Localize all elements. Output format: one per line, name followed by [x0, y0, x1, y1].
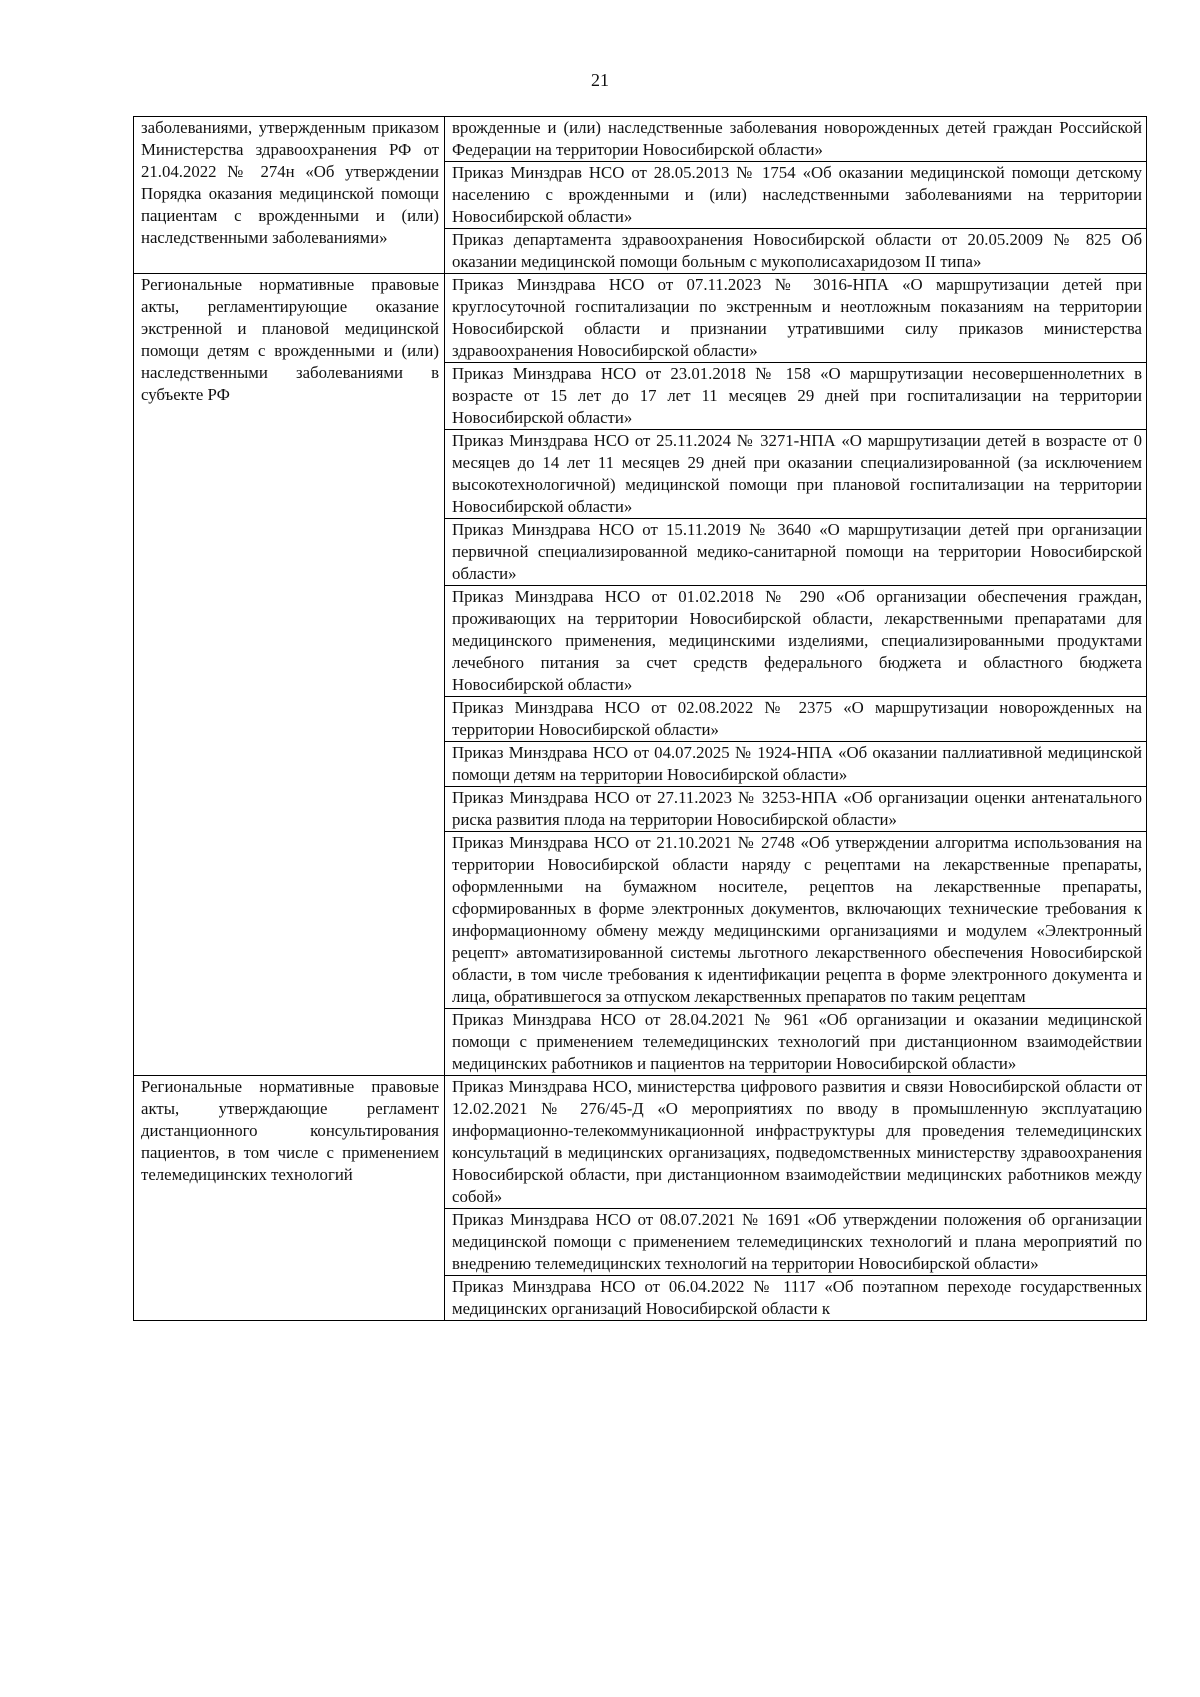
table-row — [134, 117, 1147, 162]
table-cell-category — [134, 1076, 445, 1321]
table-cell-document: Приказ Минздрава НСО от 25.11.2024 № 3271-НПА «О маршрутизации детей в возрасте от 0 месяцев до 14 лет 11 месяцев 29 дней при оказании специализированной (за исключением высокотехнологичной) медицинской помощи при плановой госпитализации на территории Новосибирской области» — [445, 430, 1147, 519]
table-cell-document: Приказ Минздрава НСО от 01.02.2018 № 290 «Об организации обеспечения граждан, проживающих на территории Новосибирской области, лекарственными препаратами для медицинского применения, медицинскими изделиями, специализированными продуктами лечебного питания за счет средств федерального бюджета и областного бюджета Новосибирской области» — [445, 586, 1147, 697]
category-text: Региональные нормативные правовые акты, регламентирующие оказание экстренной и плановой медицинской помощи детям с врожденными и (или) наследственными заболеваниями в субъекте РФ — [141, 275, 439, 404]
table-cell-document: Приказ Минздрава НСО от 15.11.2019 № 3640 «О маршрутизации детей при организации первичной специализированной медико-санитарной помощи на территории Новосибирской области» — [445, 519, 1147, 586]
table-cell-document: Приказ департамента здравоохранения Новосибирской области от 20.05.2009 № 825 Об оказании медицинской помощи больным с мукополисахаридозом II типа» — [445, 229, 1147, 274]
document-table — [133, 116, 1147, 1321]
table-cell-document: Приказ Минздрав НСО от 28.05.2013 № 1754 «Об оказании медицинской помощи детскому населению с врожденными и (или) наследственными заболеваниями на территории Новосибирской области» — [445, 162, 1147, 229]
table-cell-document: Приказ Минздрава НСО от 02.08.2022 № 2375 «О маршрутизации новорожденных на территории Новосибирской области» — [445, 697, 1147, 742]
table-row — [134, 274, 1147, 363]
table-cell-document: Приказ Минздрава НСО от 08.07.2021 № 1691 «Об утверждении положения об организации медицинской помощи с применением телемедицинских технологий и плана мероприятий по внедрению телемедицинских технологий на территории Новосибирской области» — [445, 1209, 1147, 1276]
table-cell-document: Приказ Минздрава НСО от 27.11.2023 № 3253-НПА «Об организации оценки антенатального риска развития плода на территории Новосибирской области» — [445, 787, 1147, 832]
table-cell-category — [134, 117, 445, 274]
table-cell-document: Приказ Минздрава НСО от 04.07.2025 № 1924-НПА «Об оказании паллиативной медицинской помощи детям на территории Новосибирской области» — [445, 742, 1147, 787]
table-cell-document: Приказ Минздрава НСО, министерства цифрового развития и связи Новосибирской области от 12.02.2021 № 276/45-Д «О мероприятиях по вводу в промышленную эксплуатацию информационно-телекоммуникационной инфраструктуры для проведения телемедицинских консультаций в медицинских организациях, подведомственных министерству здравоохранения Новосибирской области, при дистанционном взаимодействии медицинских работников между собой» — [445, 1076, 1147, 1209]
table-cell-document: Приказ Минздрава НСО от 21.10.2021 № 2748 «Об утверждении алгоритма использования на территории Новосибирской области наряду с рецептами на лекарственные препараты, оформленными на бумажном носителе, рецептов на лекарственные препараты, сформированных в форме электронных документов, включающих технические требования к информационному обмену между медицинскими организациями и модулем «Электронный рецепт» автоматизированной системы льготного лекарственного обеспечения Новосибирской области, в том числе требования к идентификации рецепта в форме электронного документа и лица, обратившегося за отпуском лекарственных препаратов по таким рецептам — [445, 832, 1147, 1009]
table-cell-document: Приказ Минздрава НСО от 23.01.2018 № 158 «О маршрутизации несовершеннолетних в возрасте от 15 лет до 17 лет 11 месяцев 29 дней при госпитализации на территории Новосибирской области» — [445, 363, 1147, 430]
page-number: 21 — [591, 70, 609, 90]
category-text: заболеваниями, утвержденным приказом Министерства здравоохранения РФ от 21.04.2022 № 274н «Об утверждении Порядка оказания медицинской помощи пациентам с врожденными и (или) наследственными заболеваниями» — [141, 118, 439, 247]
table-cell-category — [134, 274, 445, 1076]
table-cell-document: врожденные и (или) наследственные заболевания новорожденных детей граждан Российской Федерации на территории Новосибирской области» — [445, 117, 1147, 162]
category-text: Региональные нормативные правовые акты, утверждающие регламент дистанционного консультирования пациентов, в том числе с применением телемедицинских технологий — [141, 1077, 439, 1184]
table-cell-document — [445, 1276, 1147, 1321]
table-cell-document: Приказ Минздрава НСО от 28.04.2021 № 961 «Об организации и оказании медицинской помощи с применением телемедицинских технологий при дистанционном взаимодействии медицинских работников и пациентов на территории Новосибирской области» — [445, 1009, 1147, 1076]
table-cell-document: Приказ Минздрава НСО от 07.11.2023 № 3016-НПА «О маршрутизации детей при круглосуточной госпитализации по экстренным и неотложным показаниям на территории Новосибирской области и признании утратившими силу приказов министерства здравоохранения Новосибирской области» — [445, 274, 1147, 363]
table-row — [134, 1076, 1147, 1209]
document-text-cutoff: Приказ Минздрава НСО от 06.04.2022 № 1117 «Об поэтапном переходе государственных медицинских организаций Новосибирской области к — [452, 1277, 1142, 1318]
